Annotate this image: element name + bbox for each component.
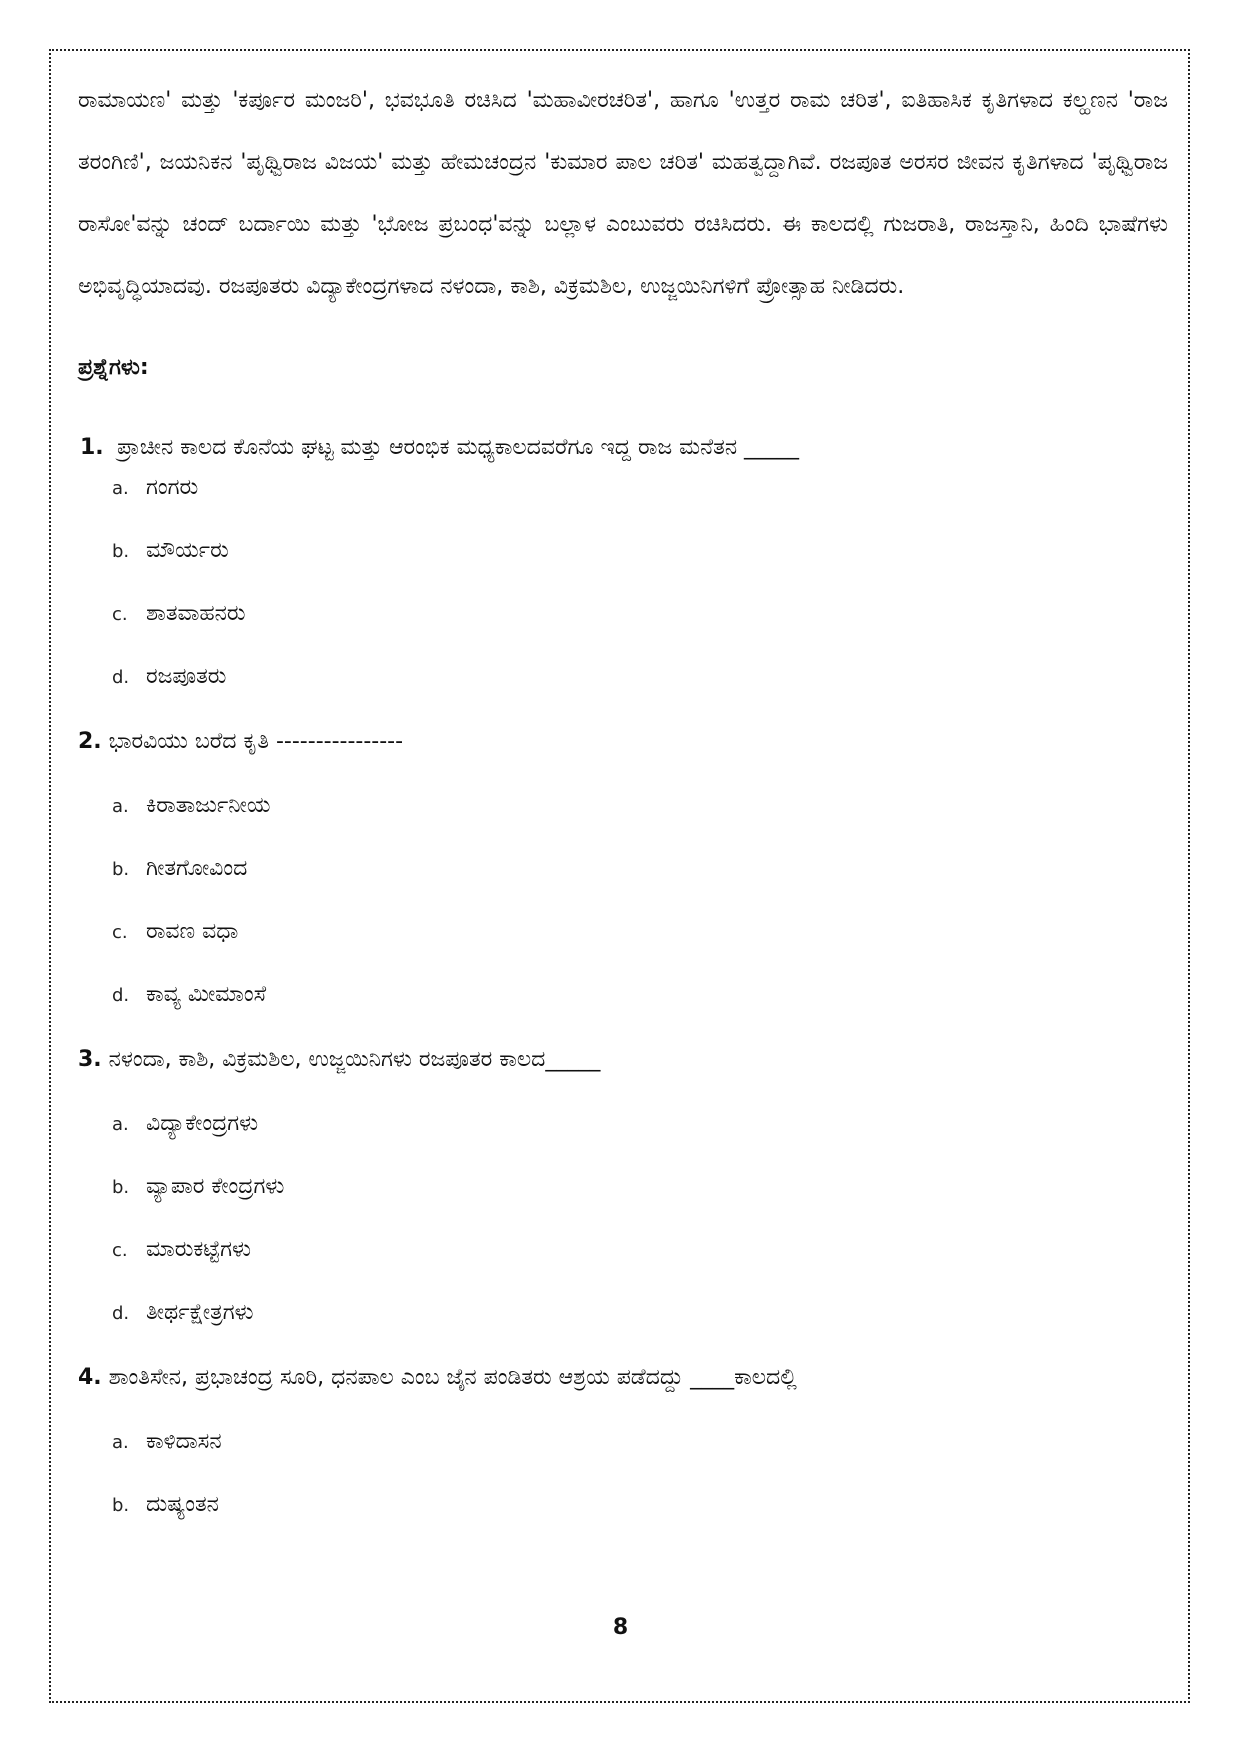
- option-letter: c.: [112, 922, 128, 943]
- option-letter: a.: [112, 796, 129, 817]
- question-2: [78, 722, 1168, 762]
- question-1: [78, 428, 1168, 468]
- page-number: 8: [612, 1615, 629, 1640]
- option-text: ತೀರ್ಥಕ್ಷೇತ್ರಗಳು: [146, 1300, 254, 1325]
- question-1-options: [78, 468, 1168, 698]
- question-text: ಶಾಂತಿಸೇನ, ಪ್ರಭಾಚಂದ್ರ ಸೂರಿ, ಧನಪಾಲ ಎಂಬ ಜೈನ ಪಂಡಿತರು ಆಶ್ರಯ ಪಡೆದದ್ದು ____ಕಾಲದಲ್ಲಿ: [108, 1365, 797, 1390]
- option-letter: d.: [112, 667, 130, 688]
- option-item: [78, 468, 1168, 509]
- option-letter: d.: [112, 1303, 130, 1324]
- option-text: ರಜಪೂತರು: [146, 664, 227, 689]
- option-item: [78, 531, 1168, 572]
- question-2-options: [78, 786, 1168, 1016]
- option-item: [78, 849, 1168, 890]
- option-text: ಕಿರಾತಾರ್ಜುನೀಯ: [146, 793, 271, 818]
- question-number: 3.: [78, 1047, 102, 1072]
- option-text: ವ್ಯಾಪಾರ ಕೇಂದ್ರಗಳು: [146, 1174, 285, 1199]
- question-number: 1.: [80, 435, 104, 460]
- question-text: ಭಾರವಿಯು ಬರೆದ ಕೃತಿ ----------------: [108, 729, 404, 754]
- option-text: ಕಾಳಿದಾಸನ: [146, 1429, 222, 1454]
- option-item: [78, 1422, 1168, 1463]
- option-letter: b.: [112, 1495, 130, 1516]
- option-text: ಶಾತವಾಹನರು: [146, 601, 246, 626]
- page-content: [78, 70, 1168, 1526]
- question-4: [78, 1358, 1168, 1398]
- option-letter: a.: [112, 478, 129, 499]
- option-letter: a.: [112, 1114, 129, 1135]
- option-text: ಗಂಗರು: [146, 475, 199, 500]
- option-letter: b.: [112, 541, 130, 562]
- option-text: ವಿದ್ಯಾಕೇಂದ್ರಗಳು: [146, 1111, 259, 1136]
- option-text: ಮೌರ್ಯರು: [146, 538, 229, 563]
- option-item: [78, 912, 1168, 953]
- option-text: ಕಾವ್ಯ ಮೀಮಾಂಸೆ: [146, 982, 267, 1007]
- option-letter: c.: [112, 1240, 128, 1261]
- option-item: [78, 657, 1168, 698]
- option-item: [78, 975, 1168, 1016]
- option-item: [78, 1167, 1168, 1208]
- question-4-options: [78, 1422, 1168, 1526]
- option-letter: a.: [112, 1432, 129, 1453]
- option-letter: b.: [112, 1177, 130, 1198]
- option-letter: b.: [112, 859, 130, 880]
- intro-paragraph: ರಾಮಾಯಣ' ಮತ್ತು 'ಕರ್ಪೂರ ಮಂಜರಿ', ಭವಭೂತಿ ರಚಿಸಿದ 'ಮಹಾವೀರಚರಿತ', ಹಾಗೂ 'ಉತ್ತರ ರಾಮ ಚರಿತ', ಐತಿಹಾಸಿಕ ಕೃತಿಗಳಾದ ಕಲ್ಹಣನ 'ರಾಜ ತರಂಗಿಣಿ', ಜಯನಿಕನ 'ಪೃಥ್ವಿರಾಜ ವಿಜಯ' ಮತ್ತು ಹೇಮಚಂದ್ರನ 'ಕುಮಾರ ಪಾಲ ಚರಿತ' ಮಹತ್ವದ್ದಾಗಿವೆ. ರಜಪೂತ ಅರಸರ ಜೀವನ ಕೃತಿಗಳಾದ 'ಪೃಥ್ವಿರಾಜ ರಾಸೋ'ವನ್ನು ಚಂದ್ ಬರ್ದಾಯಿ ಮತ್ತು 'ಭೋಜ ಪ್ರಬಂಧ'ವನ್ನು ಬಲ್ಲಾಳ ಎಂಬುವರು ರಚಿಸಿದರು. ಈ ಕಾಲದಲ್ಲಿ ಗುಜರಾತಿ, ರಾಜಸ್ತಾನಿ, ಹಿಂದಿ ಭಾಷೆಗಳು ಅಭಿವೃದ್ಧಿಯಾದವು. ರಜಪೂತರು ವಿದ್ಯಾಕೇಂದ್ರಗಳಾದ ನಳಂದಾ, ಕಾಶಿ, ವಿಕ್ರಮಶಿಲ, ಉಜ್ಜಯಿನಿಗಳಿಗೆ ಪ್ರೋತ್ಸಾಹ ನೀಡಿದರು.: [78, 88, 1168, 299]
- option-text: ಗೀತಗೋವಿಂದ: [146, 856, 248, 881]
- option-letter: d.: [112, 985, 130, 1006]
- option-item: [78, 1104, 1168, 1145]
- option-text: ರಾವಣ ವಧಾ: [146, 919, 239, 944]
- question-number: 4.: [78, 1365, 102, 1390]
- option-letter: c.: [112, 604, 128, 625]
- question-number: 2.: [78, 729, 102, 754]
- question-3: [78, 1040, 1168, 1080]
- option-item: [78, 1230, 1168, 1271]
- question-3-options: [78, 1104, 1168, 1334]
- option-item: [78, 1293, 1168, 1334]
- questions-heading: ಪ್ರಶ್ನೆಗಳು:: [78, 355, 149, 380]
- question-text: ನಳಂದಾ, ಕಾಶಿ, ವಿಕ್ರಮಶಿಲ, ಉಜ್ಜಯಿನಿಗಳು ರಜಪೂತರ ಕಾಲದ_____: [108, 1047, 601, 1072]
- option-text: ಮಾರುಕಟ್ಟೆಗಳು: [146, 1237, 251, 1262]
- option-item: [78, 594, 1168, 635]
- option-text: ದುಷ್ಯಂತನ: [146, 1492, 219, 1517]
- option-item: [78, 786, 1168, 827]
- option-item: [78, 1485, 1168, 1526]
- question-text: ಪ್ರಾಚೀನ ಕಾಲದ ಕೊನೆಯ ಘಟ್ಟ ಮತ್ತು ಆರಂಭಿಕ ಮಧ್ಯಕಾಲದವರೆಗೂ ಇದ್ದ ರಾಜ ಮನೆತನ _____: [117, 435, 800, 460]
